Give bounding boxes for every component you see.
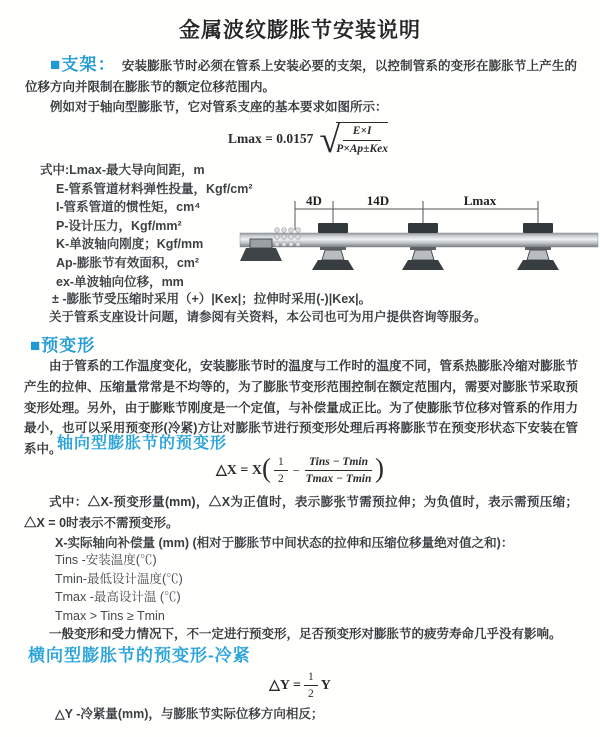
definition-line: Ap-膨胀节有效面积，cm²	[56, 255, 200, 270]
fraction-denominator: 2	[307, 688, 314, 701]
axial-predeform-note: 一般变形和受力情况下，不一定进行预变形，足否预变形对膨胀节的疲劳寿命几乎没有影响。	[49, 627, 562, 641]
definition-line: K-单波轴向刚度；Kgf/mm	[56, 237, 204, 252]
minus-sign: −	[292, 462, 301, 478]
lmax-formula	[228, 119, 389, 162]
axial-predeform-formula	[0, 455, 600, 487]
predeform-section-heading: ■预变形	[30, 336, 96, 355]
one-half-fraction	[304, 670, 318, 702]
lateral-predeform-heading: 横向型膨胀节的预变形-冷紧	[28, 646, 251, 665]
left-paren: (	[261, 453, 271, 484]
page-title: 金属波纹膨胀节安装说明	[179, 19, 421, 42]
x-definition-line: X-实际轴向补偿量 (mm) (相对于膨胀节中间状态的拉伸和压缩位移量绝对值之和)：	[55, 536, 514, 550]
definition-line: E-管系管道材料弹性投量，Kgf/cm²	[56, 181, 253, 196]
one-half-fraction	[274, 455, 288, 487]
kex-sign-note: ± -膨胀节受压缩时采用（+）|Kex|；拉伸时采用(-)|Kex|。	[52, 292, 372, 306]
support-example-text: 例如对于轴向型膨胀节，它对管系支座的基本要求如图所示：	[50, 100, 388, 114]
lateral-formula-lhs: △Y =	[269, 678, 301, 694]
predeform-body-paragraph: 由于管系的工作温度变化，安装膨胀节时的温度与工作时的温度不同，管系热膨胀冷缩对膨胀节产生的拉伸、压缩量常常是不均等的，为了膨胀节变形范围控制在额定范围内，需要对膨胀节采取预变形处理。另外，由于膨账节刚度是一个定值，与补偿量成正比。为了使膨胀节位移对管系的作用力最小，也可以采用预变形(冷紧)方让对膨胀节进行预变形处理后再将膨胀节在预变形状态下安装在管系中。	[24, 359, 578, 457]
support-intro-text: 安装膨胀节时必须在管系上安装必要的支架，以控制管系的变形在膨胀节上产生的位移方向并限制在膨胀节的额定位移范围内。	[25, 59, 577, 94]
lateral-formula-explanation: △Y -冷紧量(mm)，与膨胀节实际位移方向相反；	[55, 707, 324, 721]
fraction-numerator: 1	[274, 455, 288, 471]
fraction-numerator: 1	[304, 670, 318, 686]
temperature-line: Tmax -最高设计温 (℃)	[55, 590, 181, 605]
consulting-service-note: 关于管系支座设计问题，请参阅有关资料，本公司也可为用户提供咨询等服务。	[49, 310, 487, 324]
temperature-line: Tmin-最低设计温度(℃)	[55, 571, 183, 586]
lmax-formula-numerator: E×I	[343, 123, 382, 141]
definition-line: I-管系管道的惯性矩，cm⁴	[56, 200, 201, 215]
dimension-label-14d: 14D	[366, 193, 390, 208]
support-section-heading: ■支架：	[50, 55, 116, 74]
fraction-denominator: Tmax − Tmin	[305, 473, 372, 486]
axial-formula-explanation: 式中：△X-预变形量(mm)，△X为正值时，表示膨张节需预拉伸；为负值时，表示需预压缩；△X = 0时表示不需预变形。	[24, 495, 578, 530]
definition-line: ex-单波轴向位移，mm	[56, 274, 184, 289]
axial-predeform-heading: 轴向型膨胀节的预变形	[57, 435, 228, 452]
temperature-line: Tmax > Tins ≥ Tmin	[55, 608, 165, 623]
lmax-formula-fraction	[336, 122, 388, 157]
axial-formula-lhs: △X = X	[215, 463, 262, 479]
dimension-label-lmax: Lmax	[463, 193, 497, 208]
temperature-definitions-list	[55, 551, 183, 625]
right-paren: )	[375, 453, 384, 484]
pipe	[240, 233, 598, 247]
temperature-fraction	[305, 455, 372, 487]
lateral-predeform-formula	[0, 670, 600, 702]
lmax-formula-denominator: P×Ap±Kex	[336, 142, 389, 155]
fraction-denominator: 2	[277, 473, 284, 486]
lmax-formula-lhs: Lmax = 0.0157	[228, 131, 314, 147]
dimension-label-4d: 4D	[306, 193, 322, 208]
definition-line: P-设计压力，Kgf/mm²	[56, 218, 182, 233]
radical-sign: √	[319, 119, 341, 162]
support-section-paragraph	[25, 55, 577, 98]
temperature-line: Tins -安装温度(℃)	[55, 553, 157, 567]
pipe-support-diagram	[238, 190, 600, 282]
definition-line: 式中:Lmax-最大导向间距，m	[40, 163, 205, 177]
fraction-numerator: Tins − Tmin	[305, 455, 372, 471]
lateral-formula-rhs: Y	[320, 677, 331, 693]
